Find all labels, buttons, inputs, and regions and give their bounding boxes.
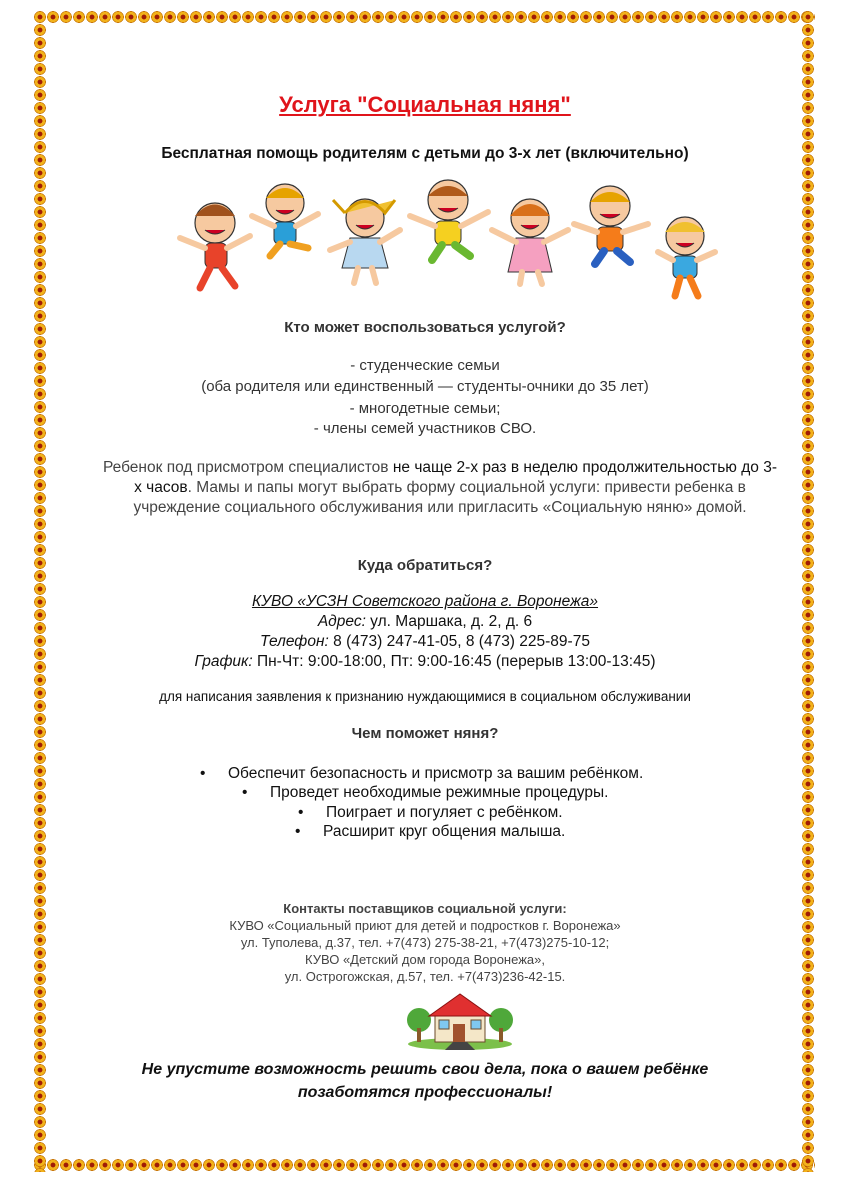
child-figure — [492, 199, 568, 284]
contacts-line: КУВО «Социальный приют для детей и подростков г. Воронежа» — [229, 918, 621, 933]
list-item-text: Обеспечит безопасность и присмотр за вашим ребёнком. — [228, 765, 644, 782]
closing-line: Не упустите возможность решить свои дела, пока о вашем ребёнке — [141, 1061, 709, 1078]
flower-border-right — [801, 10, 815, 1172]
organization-name: КУВО «УСЗН Советского района г. Воронежа» — [251, 593, 599, 610]
contacts-line: ул. Туполева, д.37, тел. +7(473) 275-38-21, +7(473)275-10-12; — [240, 935, 610, 950]
application-note: для написания заявления к признанию нуждающимися в социальном обслуживании — [159, 689, 691, 704]
phone-value: 8 (473) 247-41-05, 8 (473) 225-89-75 — [328, 633, 590, 650]
list-item-text: Поиграет и погуляет с ребёнком. — [326, 804, 563, 821]
phone-line — [60, 633, 790, 651]
schedule-value: Пн-Чт: 9:00-18:00, Пт: 9:00-16:45 (перерыв 13:00-13:45) — [252, 653, 656, 670]
closing-line: позаботятся профессионалы! — [297, 1084, 553, 1101]
child-figure — [658, 217, 715, 296]
description-part: . Мамы и папы могут выбрать форму социальной услуги: привести ребенка в учреждение социального обслуживания или пригласить «Социальную няню» домой. — [133, 479, 747, 516]
child-figure — [180, 203, 250, 288]
list-item — [242, 784, 608, 802]
nanny-heading: Чем поможет няня? — [351, 725, 499, 742]
closing-message — [100, 1058, 750, 1104]
who-heading: Кто может воспользоваться услугой? — [284, 319, 566, 336]
schedule-label: График: — [194, 653, 253, 670]
flower-border-bottom — [33, 1158, 815, 1172]
jumping-children-illustration — [170, 178, 730, 306]
description-highlight: не чаще 2-х раз в неделю продолжительностью до 3-х часов — [134, 459, 777, 496]
subtitle: Бесплатная помощь родителям с детьми до 3-х лет (включительно) — [161, 145, 689, 162]
who-item: - студенческие семьи — [350, 357, 500, 374]
child-figure — [574, 186, 648, 264]
address-label: Адрес: — [317, 613, 366, 630]
contacts-line: ул. Острогожская, д.57, тел. +7(473)236-42-15. — [284, 969, 566, 984]
list-item-text: Расширит круг общения малыша. — [323, 823, 566, 840]
schedule-line — [60, 653, 790, 671]
address-value: ул. Маршака, д. 2, д. 6 — [365, 613, 533, 630]
child-figure — [252, 184, 318, 256]
list-item — [295, 823, 565, 841]
bullet-icon: • — [200, 765, 206, 782]
bullet-icon: • — [298, 804, 304, 821]
contacts-heading: Контакты поставщиков социальной услуги: — [283, 901, 567, 916]
child-figure — [330, 199, 400, 283]
contacts-block — [60, 900, 790, 985]
service-description — [100, 458, 780, 518]
child-figure — [410, 180, 488, 260]
bullet-icon: • — [242, 784, 248, 801]
who-item: - многодетные семьи; — [349, 400, 501, 417]
house-illustration — [405, 990, 515, 1050]
who-item: - члены семей участников СВО. — [313, 420, 537, 437]
list-item-text: Проведет необходимые режимные процедуры. — [270, 784, 609, 801]
flower-border-top — [33, 10, 815, 24]
list-item — [200, 765, 643, 783]
address-line — [60, 613, 790, 631]
where-heading: Куда обратиться? — [357, 557, 493, 574]
phone-label: Телефон: — [260, 633, 329, 650]
bullet-icon: • — [295, 823, 301, 840]
who-item: (оба родителя или единственный — студенты-очники до 35 лет) — [201, 378, 649, 395]
page-title: Услуга "Социальная няня" — [279, 92, 571, 117]
flower-border-left — [33, 10, 47, 1172]
list-item — [298, 804, 563, 822]
contacts-line: КУВО «Детский дом города Воронежа», — [305, 952, 545, 967]
description-part: Ребенок под присмотром специалистов — [103, 459, 393, 476]
